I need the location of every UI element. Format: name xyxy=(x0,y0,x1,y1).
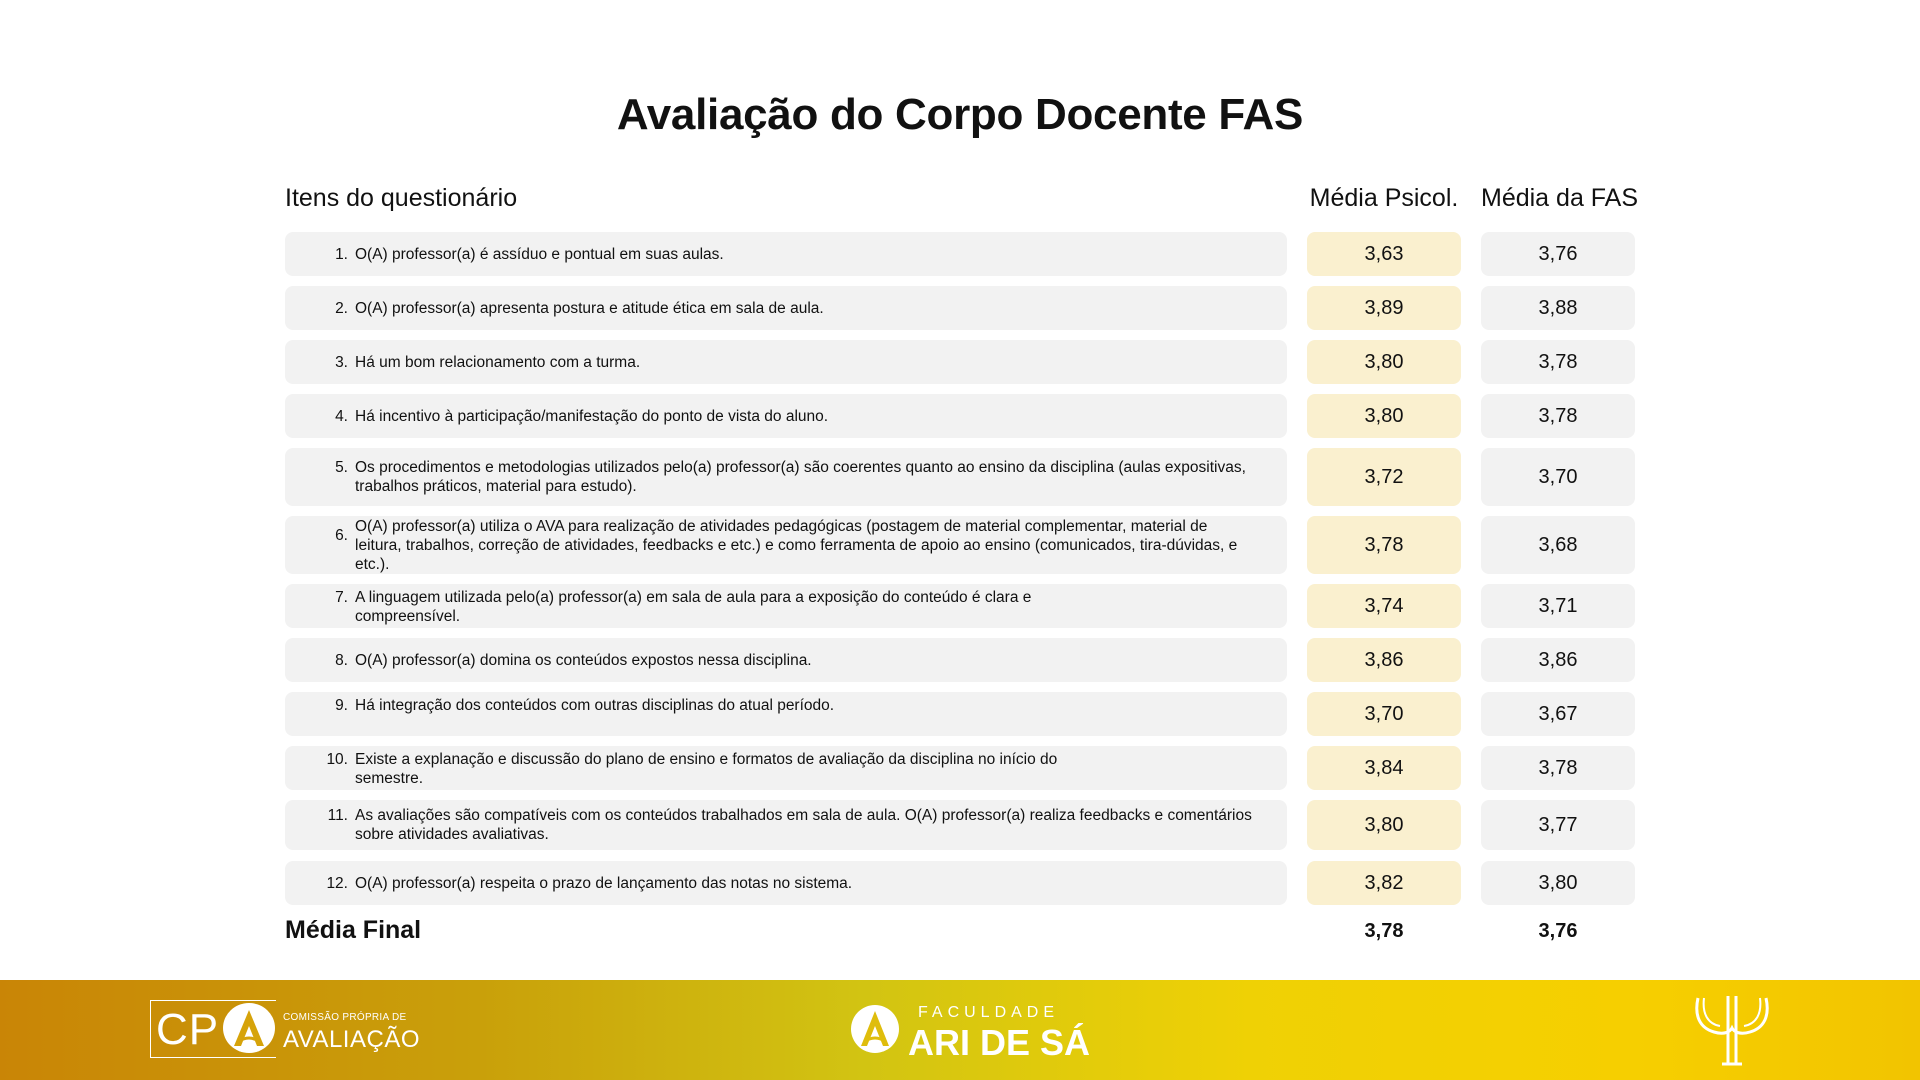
media-psicol-value: 3,78 xyxy=(1307,516,1461,574)
table-header xyxy=(285,184,1639,224)
question-cell xyxy=(285,692,1287,736)
table-row xyxy=(285,516,1635,574)
media-psicol-value: 3,89 xyxy=(1307,286,1461,330)
question-number: 8. xyxy=(335,651,348,669)
question-text: As avaliações são compatíveis com os conteúdos trabalhados em sala de aula. O(A) professor(a) realiza feedbacks e comentários sobre atividades avaliativas. xyxy=(355,807,1252,843)
header-media-psicol: Média Psicol. xyxy=(1309,184,1459,212)
question-number: 2. xyxy=(335,299,348,317)
media-fas-value: 3,76 xyxy=(1481,232,1635,276)
cpa-a-mark-icon xyxy=(220,1000,278,1056)
cpa-logo xyxy=(150,1000,420,1060)
question-text: O(A) professor(a) apresenta postura e atitude ética em sala de aula. xyxy=(355,299,824,317)
media-psicol-value: 3,70 xyxy=(1307,692,1461,736)
media-fas-value: 3,80 xyxy=(1481,861,1635,905)
question-text: A linguagem utilizada pelo(a) professor(a) em sala de aula para a exposição do conteúdo é clara e compreensível. xyxy=(355,589,1032,625)
question-number: 1. xyxy=(335,245,348,263)
question-cell xyxy=(285,638,1287,682)
media-fas-value: 3,78 xyxy=(1481,746,1635,790)
table-row xyxy=(285,286,1635,330)
ari-de-sa-logo-title: ARI DE SÁ xyxy=(908,1022,1091,1063)
table-row xyxy=(285,340,1635,384)
question-text: O(A) professor(a) utiliza o AVA para realização de atividades pedagógicas (postagem de material complementar, material de leitura, trabalhos, correção de atividades, feedbacks e etc.) e como ferramenta de apoio ao ensino (comunicados, tira-dúvidas, e etc.). xyxy=(355,517,1238,573)
media-psicol-value: 3,80 xyxy=(1307,800,1461,850)
question-cell xyxy=(285,800,1287,850)
footer-banner xyxy=(0,980,1920,1080)
question-text: O(A) professor(a) é assíduo e pontual em suas aulas. xyxy=(355,245,724,263)
media-fas-value: 3,78 xyxy=(1481,340,1635,384)
question-text: Existe a explanação e discussão do plano de ensino e formatos de avaliação da disciplina no início do semestre. xyxy=(355,751,1058,787)
faculdade-ari-de-sa-logo xyxy=(850,1002,1110,1062)
table-row xyxy=(285,232,1635,276)
final-average-fas: 3,76 xyxy=(1538,920,1578,942)
media-fas-value: 3,67 xyxy=(1481,692,1635,736)
question-number: 12. xyxy=(326,874,348,892)
question-cell xyxy=(285,394,1287,438)
media-psicol-value: 3,80 xyxy=(1307,340,1461,384)
cpa-logo-title: AVALIAÇÃO xyxy=(283,1026,420,1053)
header-media-fas: Média da FAS xyxy=(1481,184,1639,212)
table-row xyxy=(285,638,1635,682)
question-number: 10. xyxy=(326,751,348,768)
question-text: Os procedimentos e metodologias utilizados pelo(a) professor(a) são coerentes quanto ao ensino da disciplina (aulas expositivas, trabalhos práticos, material para estudo). xyxy=(355,459,1246,495)
media-psicol-value: 3,72 xyxy=(1307,448,1461,506)
question-cell xyxy=(285,861,1287,905)
table-row xyxy=(285,800,1635,850)
question-number: 7. xyxy=(335,589,348,606)
question-text: Há um bom relacionamento com a turma. xyxy=(355,353,641,371)
question-cell xyxy=(285,286,1287,330)
question-text: O(A) professor(a) respeita o prazo de lançamento das notas no sistema. xyxy=(355,874,853,892)
media-fas-value: 3,88 xyxy=(1481,286,1635,330)
media-psicol-value: 3,86 xyxy=(1307,638,1461,682)
ari-de-sa-logo-subtitle: FACULDADE xyxy=(918,1004,1060,1021)
psi-symbol-icon xyxy=(1692,992,1772,1068)
table-row xyxy=(285,448,1635,506)
table-row xyxy=(285,692,1635,736)
table-row xyxy=(285,394,1635,438)
question-cell xyxy=(285,232,1287,276)
media-fas-value: 3,68 xyxy=(1481,516,1635,574)
question-number: 11. xyxy=(327,807,348,824)
header-items: Itens do questionário xyxy=(285,184,518,212)
table-row xyxy=(285,584,1635,628)
table-row xyxy=(285,861,1635,905)
question-number: 4. xyxy=(335,407,348,425)
final-average-psicol: 3,78 xyxy=(1364,920,1404,942)
page-title: Avaliação do Corpo Docente FAS xyxy=(616,90,1304,139)
media-psicol-value: 3,84 xyxy=(1307,746,1461,790)
media-psicol-value: 3,63 xyxy=(1307,232,1461,276)
media-fas-value: 3,70 xyxy=(1481,448,1635,506)
question-number: 6. xyxy=(335,527,348,544)
question-number: 5. xyxy=(335,459,348,476)
final-average-label: Média Final xyxy=(285,916,422,944)
question-cell xyxy=(285,746,1287,790)
media-fas-value: 3,77 xyxy=(1481,800,1635,850)
media-fas-value: 3,78 xyxy=(1481,394,1635,438)
media-fas-value: 3,71 xyxy=(1481,584,1635,628)
media-psicol-value: 3,82 xyxy=(1307,861,1461,905)
media-psicol-value: 3,80 xyxy=(1307,394,1461,438)
cpa-logo-subtitle: COMISSÃO PRÓPRIA DE xyxy=(283,1012,407,1023)
question-cell xyxy=(285,584,1287,628)
question-number: 9. xyxy=(335,697,348,714)
table-row xyxy=(285,746,1635,790)
cpa-logo-letters: CP xyxy=(156,1005,220,1054)
question-text: Há integração dos conteúdos com outras disciplinas do atual período. xyxy=(355,697,835,714)
media-fas-value: 3,86 xyxy=(1481,638,1635,682)
question-number: 3. xyxy=(335,353,348,371)
question-text: Há incentivo à participação/manifestação do ponto de vista do aluno. xyxy=(355,407,829,425)
ari-de-sa-a-mark-icon xyxy=(850,1004,900,1054)
question-cell xyxy=(285,340,1287,384)
media-psicol-value: 3,74 xyxy=(1307,584,1461,628)
question-cell xyxy=(285,516,1287,574)
question-cell xyxy=(285,448,1287,506)
question-text: O(A) professor(a) domina os conteúdos expostos nessa disciplina. xyxy=(355,651,812,669)
